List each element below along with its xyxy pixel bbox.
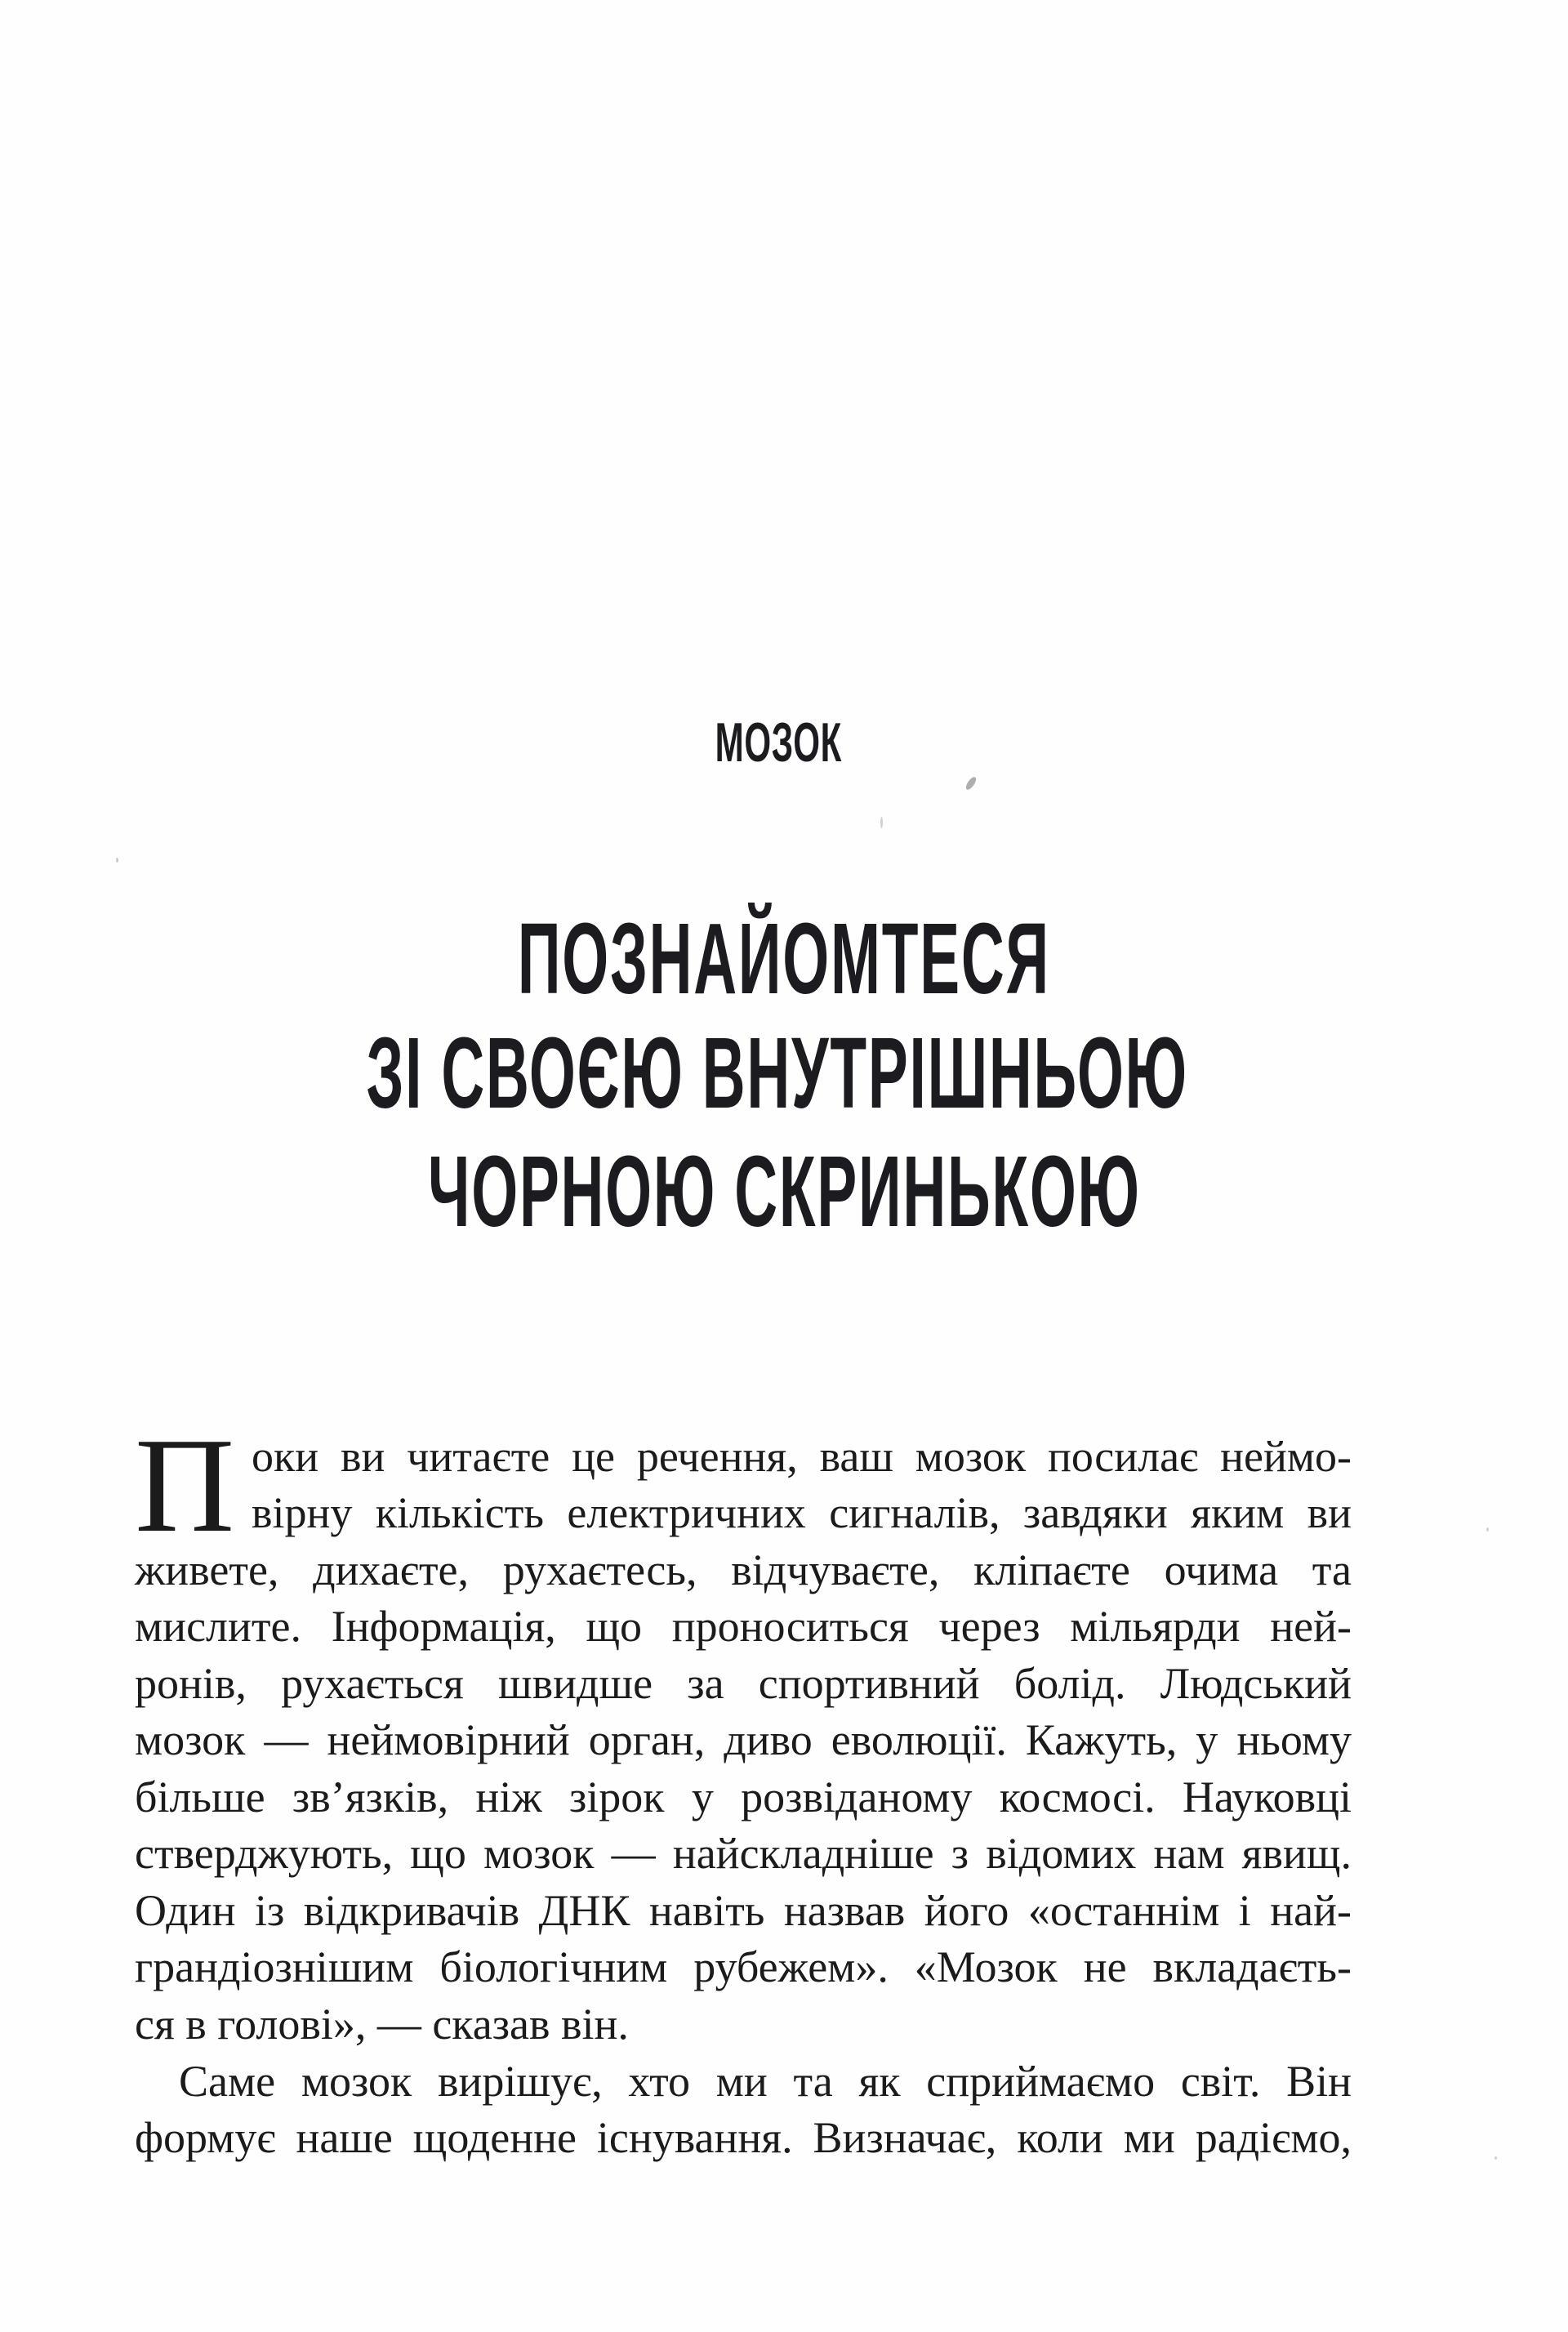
text-line: ся в голові», — сказав він. (135, 2000, 629, 2049)
chapter-title-text: ПОЗНАЙОМТЕСЯ (518, 903, 1050, 1015)
chapter-title-text: ЗІ СВОЄЮ ВНУТРІШНЬОЮ (366, 1018, 1189, 1130)
scan-speck (1486, 1527, 1489, 1532)
section-label (0, 711, 1562, 774)
scan-speck (880, 817, 883, 828)
text-line: грандіознішим біологічним рубежем». «Мозок не вкладаєть- (135, 1942, 1352, 1991)
text-line: ронів, рухається швидше за спортивний болід. Людський (135, 1659, 1352, 1708)
text-line: стверджують, що мозок — найскладніше з відомих нам явищ. (135, 1829, 1352, 1878)
text-line: мислите. Інформація, що проноситься через мільярди ней- (135, 1602, 1352, 1651)
chapter-title-line (0, 1018, 1561, 1130)
chapter-title-line (0, 1136, 1568, 1248)
scan-speck (1494, 2156, 1497, 2160)
scan-speck (116, 858, 118, 863)
chapter-title-text: ЧОРНОЮ СКРИНЬКОЮ (427, 1136, 1141, 1248)
drop-cap: П (135, 1410, 235, 1560)
text-line: живете, дихаєте, рухаєтесь, відчуваєте, кліпаєте очима та (135, 1545, 1352, 1594)
text-line: оки ви читаєте це речення, ваш мозок посилає неймо- (252, 1432, 1352, 1481)
text-line: мозок — неймовірний орган, диво еволюції. Кажуть, у ньому (135, 1715, 1352, 1764)
text-line: формує наше щоденне існування. Визначає, коли ми радіємо, (135, 2113, 1352, 2162)
section-label-text: МОЗОК (715, 711, 842, 774)
text-line: Один із відкривачів ДНК навіть назвав його «останнім і най- (135, 1886, 1352, 1935)
text-line: Саме мозок вирішує, хто ми та як сприймаємо світ. Він (179, 2057, 1352, 2106)
scan-speck (964, 775, 978, 791)
text-line: більше зв’язків, ніж зірок у розвіданому космосі. Науковці (135, 1772, 1352, 1821)
text-line: вірну кількість електричних сигналів, завдяки яким ви (252, 1488, 1352, 1537)
chapter-title-line (0, 903, 1568, 1015)
